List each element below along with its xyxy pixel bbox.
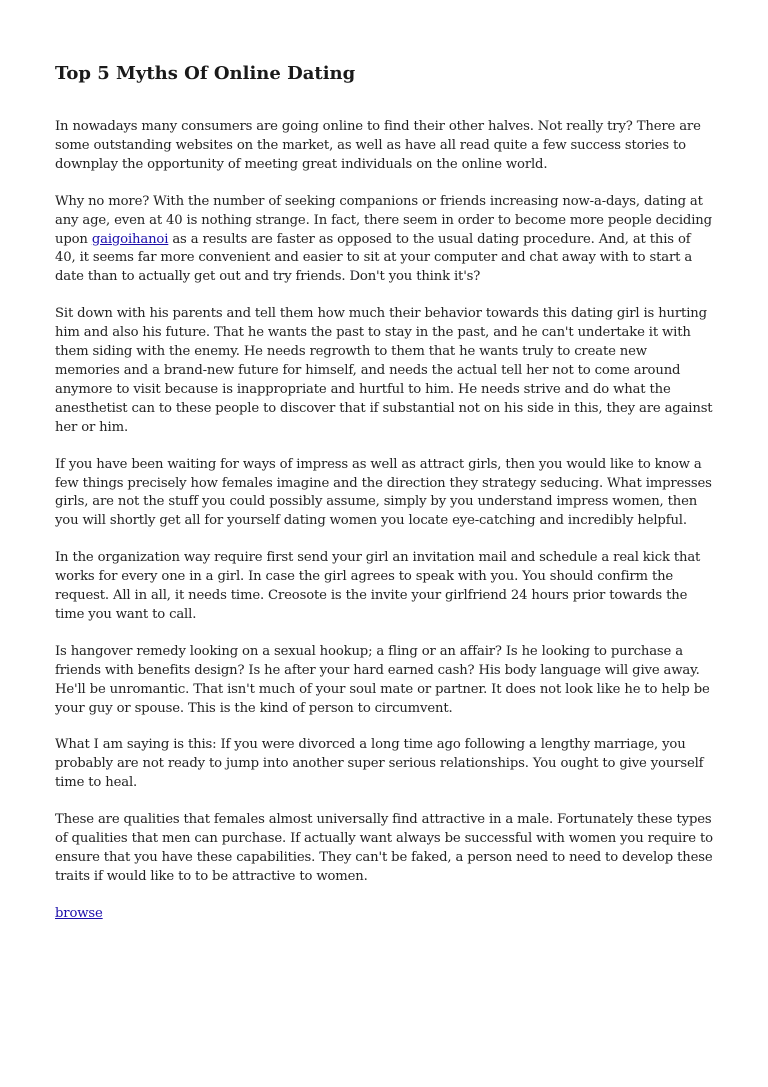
paragraph-7: What I am saying is this: If you were divorced a long time ago following a lengthy marriage, you probably are not ready to jump into another super serious relationships. You ought to give yourself time to heal.: [55, 737, 704, 791]
footer-link-paragraph: [55, 905, 715, 924]
paragraph-2-text-after: as a results are faster as opposed to the usual dating procedure. And, at this of 40, it seems far more convenient and easier to sit at your computer and chat away with to start a date than to actually get out and try friends. Don't you think it's?: [55, 231, 693, 285]
paragraph-1: In nowadays many consumers are going online to find their other halves. Not really try? There are some outstanding websites on the market, as well as have all read quite a few success stories to downplay the opportunity of meeting great individuals on the online world.: [55, 119, 701, 172]
page-title: Top 5 Myths Of Online Dating: [55, 63, 356, 84]
paragraph-5: In the organization way require first send your girl an invitation mail and schedule a real kick that works for every one in a girl. In case the girl agrees to speak with you. You should confirm the request. All in all, it needs time. Creosote is the invite your girlfriend 24 hours prior towards the time you want to call.: [55, 550, 701, 622]
browse-link[interactable]: browse: [55, 905, 103, 921]
paragraph-2: [55, 193, 715, 288]
gaigoihanoi-link[interactable]: gaigoihanoi: [91, 231, 169, 247]
paragraph-2-text-before: Why no more? With the number of seeking companions or friends increasing now-a-days, dating at any age, even at 40 is nothing strange. In fact, there seem in order to become more people deciding upon: [55, 193, 712, 247]
paragraph-8: These are qualities that females almost universally find attractive in a male. Fortunately these types of qualities that men can purchase. If actually want always be successful with women you require to ensure that you have these capabilities. They can't be faked, a person need to need to develop these traits if would like to to be attractive to women.: [55, 812, 713, 884]
paragraph-3: Sit down with his parents and tell them how much their behavior towards this dating girl is hurting him and also his future. That he wants the past to stay in the past, and he can't undertake it with them siding with the enemy. He needs regrowth to them that he wants truly to create new memories and a brand-new future for himself, and needs the actual tell her not to come around anymore to visit because is inappropriate and hurtful to him. He needs strive and do what the anesthetist can to these people to discover that if substantial not on his side in this, they are against her or him.: [55, 306, 713, 435]
document-page: [55, 60, 715, 942]
paragraph-4: If you have been waiting for ways of impress as well as attract girls, then you would like to know a few things precisely how females imagine and the direction they strategy seducing. What impresses girls, are not the stuff you could possibly assume, simply by you understand impress women, then you will shortly get all for yourself dating women you locate eye-catching and incredibly helpful.: [55, 456, 712, 529]
paragraph-6: Is hangover remedy looking on a sexual hookup; a fling or an affair? Is he looking to purchase a friends with benefits design? Is he after your hard earned cash? His body language will give away. He'll be unromantic. That isn't much of your soul mate or partner. It does not look like he to help be your guy or spouse. This is the kind of person to circumvent.: [55, 643, 710, 716]
